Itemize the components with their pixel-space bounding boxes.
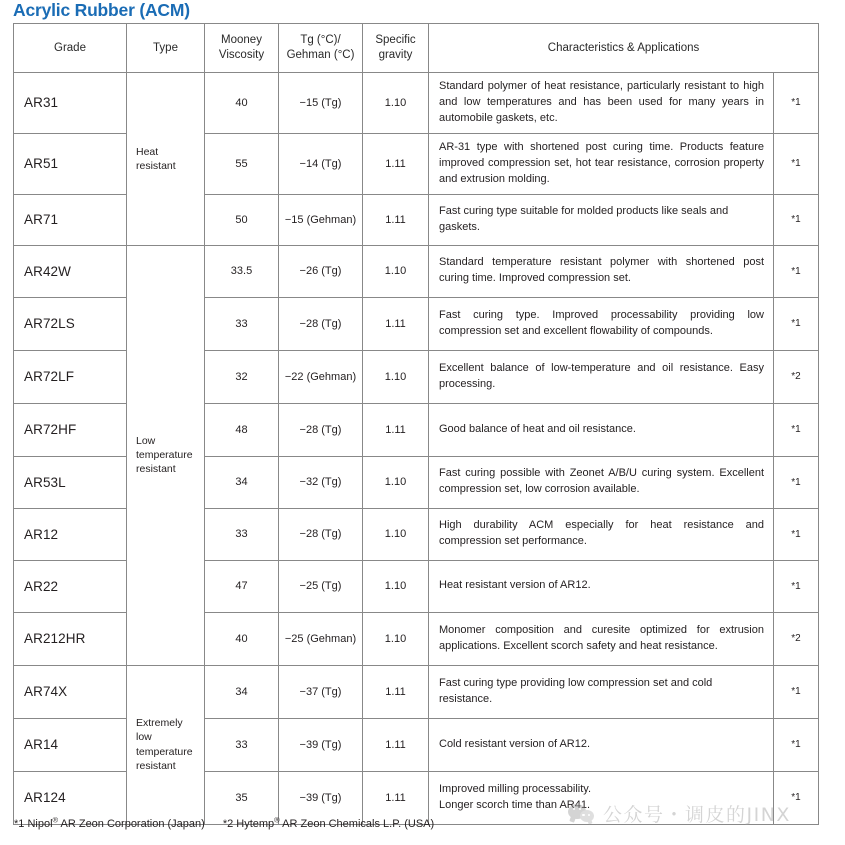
cell-tg: −28 (Tg): [279, 403, 363, 456]
cell-specific-gravity: 1.11: [363, 771, 429, 824]
cell-mooney: 33: [205, 297, 279, 350]
cell-mooney: 33.5: [205, 245, 279, 297]
column-header-type: Type: [127, 24, 205, 73]
cell-grade: AR31: [14, 73, 127, 134]
cell-specific-gravity: 1.11: [363, 403, 429, 456]
cell-tg: −25 (Tg): [279, 560, 363, 612]
cell-mooney: 48: [205, 403, 279, 456]
table-row: [14, 665, 819, 718]
cell-note: *2: [774, 612, 819, 665]
cell-mooney: 34: [205, 456, 279, 508]
type-line-4: resistant: [136, 759, 176, 772]
footnote-1: [14, 815, 205, 830]
cell-grade: AR74X: [14, 665, 127, 718]
cell-grade: AR14: [14, 718, 127, 771]
cell-characteristics: Fast curing possible with Zeonet A/B/U curing system. Excellent compression set, low corrosion available.: [429, 456, 774, 508]
sg-line-2: gravity: [378, 49, 413, 61]
column-header-grade: Grade: [14, 24, 127, 73]
cell-grade: AR53L: [14, 456, 127, 508]
cell-note: *1: [774, 508, 819, 560]
cell-mooney: 40: [205, 73, 279, 134]
type-line-1: Extremely: [136, 717, 183, 730]
cell-type-heat-resistant: [127, 73, 205, 246]
cell-characteristics: Fast curing type suitable for molded products like seals and gaskets.: [429, 194, 774, 245]
registered-mark-icon: ®: [274, 815, 280, 825]
cell-grade: AR212HR: [14, 612, 127, 665]
cell-grade: AR22: [14, 560, 127, 612]
cell-specific-gravity: 1.10: [363, 350, 429, 403]
cell-characteristics: High durability ACM especially for heat resistance and compression set performance.: [429, 508, 774, 560]
type-line-3: temperature: [136, 745, 193, 758]
cell-grade: AR124: [14, 771, 127, 824]
cell-specific-gravity: 1.10: [363, 245, 429, 297]
table-row: [14, 73, 819, 134]
cell-tg: −32 (Tg): [279, 456, 363, 508]
cell-tg: −28 (Tg): [279, 508, 363, 560]
acm-grade-table: [13, 23, 819, 825]
footnote-1-prefix: *1 Nipol: [14, 818, 53, 830]
type-line-3: resistant: [136, 463, 176, 476]
cell-characteristics: Cold resistant version of AR12.: [429, 718, 774, 771]
tg-line-2: Gehman (°C): [286, 49, 355, 61]
cell-tg: −39 (Tg): [279, 718, 363, 771]
type-line-2: resistant: [136, 159, 176, 172]
registered-mark-icon: ®: [52, 815, 59, 825]
cell-note: *1: [774, 245, 819, 297]
cell-mooney: 33: [205, 508, 279, 560]
cell-mooney: 50: [205, 194, 279, 245]
cell-note: *1: [774, 718, 819, 771]
sg-line-1: Specific: [375, 34, 416, 47]
column-header-mooney-viscosity: [205, 24, 279, 73]
cell-characteristics: Excellent balance of low-temperature and oil resistance. Easy processing.: [429, 350, 774, 403]
cell-specific-gravity: 1.11: [363, 297, 429, 350]
cell-tg: −37 (Tg): [279, 665, 363, 718]
cell-characteristics: Good balance of heat and oil resistance.: [429, 403, 774, 456]
type-line-2: temperature: [136, 449, 193, 462]
column-header-tg-gehman: [279, 24, 363, 73]
page-title: Acrylic Rubber (ACM): [13, 0, 190, 20]
cell-specific-gravity: 1.11: [363, 665, 429, 718]
cell-characteristics: Fast curing type. Improved processability providing low compression set and excellent flowability of compounds.: [429, 297, 774, 350]
cell-tg: −25 (Gehman): [279, 612, 363, 665]
cell-specific-gravity: 1.11: [363, 718, 429, 771]
column-header-characteristics: Characteristics & Applications: [429, 24, 819, 73]
cell-note: *1: [774, 297, 819, 350]
footnote-2-prefix: *2 Hytemp: [222, 818, 275, 830]
cell-characteristics: Monomer composition and curesite optimized for extrusion applications. Excellent scorch safety and heat resistance.: [429, 612, 774, 665]
cell-characteristics: AR-31 type with shortened post curing time. Products feature improved compression set, hot tear resistance, corrosion property and extrusion molding.: [429, 133, 774, 194]
cell-tg: −15 (Gehman): [279, 194, 363, 245]
cell-tg: −26 (Tg): [279, 245, 363, 297]
column-header-specific-gravity: [363, 24, 429, 73]
cell-note: *1: [774, 73, 819, 134]
cell-mooney: 55: [205, 133, 279, 194]
cell-grade: AR42W: [14, 245, 127, 297]
header-row: [14, 24, 819, 73]
cell-specific-gravity: 1.10: [363, 560, 429, 612]
cell-tg: −39 (Tg): [279, 771, 363, 824]
tg-line-1: Tg (°C)/: [300, 34, 341, 47]
cell-grade: AR51: [14, 133, 127, 194]
watermark-text: 公众号・调皮的JINX: [603, 804, 791, 826]
cell-grade: AR12: [14, 508, 127, 560]
cell-specific-gravity: 1.11: [363, 133, 429, 194]
cell-mooney: 35: [205, 771, 279, 824]
cell-grade: AR71: [14, 194, 127, 245]
cell-specific-gravity: 1.10: [363, 73, 429, 134]
cell-note: *1: [774, 194, 819, 245]
footnote-2: [222, 815, 435, 830]
cell-mooney: 40: [205, 612, 279, 665]
footnote-1-suffix: AR Zeon Corporation (Japan): [58, 818, 205, 830]
cell-mooney: 33: [205, 718, 279, 771]
type-line-1: Low: [136, 434, 156, 447]
cell-characteristics: Standard polymer of heat resistance, particularly resistant to high and low temperatures and has been used for many years in automobile gaskets, etc.: [429, 73, 774, 134]
table-header: [14, 24, 819, 73]
footnotes: [14, 815, 435, 830]
cell-type-extremely-low-temperature-resistant: [127, 665, 205, 824]
cell-grade: AR72LS: [14, 297, 127, 350]
cell-characteristics: Heat resistant version of AR12.: [429, 560, 774, 612]
mooney-line-1: Mooney: [221, 34, 262, 47]
cell-characteristics: [429, 771, 774, 824]
table-row: [14, 245, 819, 297]
cell-characteristics: Fast curing type providing low compression set and cold resistance.: [429, 665, 774, 718]
footnote-2-suffix: AR Zeon Chemicals L.P. (USA): [279, 818, 435, 830]
cell-tg: −14 (Tg): [279, 133, 363, 194]
cell-type-low-temperature-resistant: [127, 245, 205, 665]
cell-tg: −22 (Gehman): [279, 350, 363, 403]
cell-grade: AR72LF: [14, 350, 127, 403]
characteristics-line-2: Longer scorch time than AR41.: [439, 798, 591, 811]
cell-note: *1: [774, 133, 819, 194]
cell-note: *1: [774, 560, 819, 612]
cell-grade: AR72HF: [14, 403, 127, 456]
cell-tg: −15 (Tg): [279, 73, 363, 134]
cell-specific-gravity: 1.10: [363, 508, 429, 560]
cell-mooney: 34: [205, 665, 279, 718]
cell-tg: −28 (Tg): [279, 297, 363, 350]
table-body: [14, 73, 819, 825]
cell-note: *2: [774, 350, 819, 403]
mooney-line-2: Viscosity: [218, 49, 265, 61]
cell-note: *1: [774, 456, 819, 508]
cell-note: *1: [774, 665, 819, 718]
cell-mooney: 47: [205, 560, 279, 612]
cell-characteristics: Standard temperature resistant polymer with shortened post curing time. Improved compression set.: [429, 245, 774, 297]
cell-note: *1: [774, 403, 819, 456]
characteristics-line-1: Improved milling processability.: [439, 782, 592, 795]
cell-specific-gravity: 1.10: [363, 612, 429, 665]
cell-mooney: 32: [205, 350, 279, 403]
cell-note: *1: [774, 771, 819, 824]
type-line-2: low: [136, 731, 152, 744]
cell-specific-gravity: 1.10: [363, 456, 429, 508]
type-line-1: Heat: [136, 145, 159, 158]
cell-specific-gravity: 1.11: [363, 194, 429, 245]
